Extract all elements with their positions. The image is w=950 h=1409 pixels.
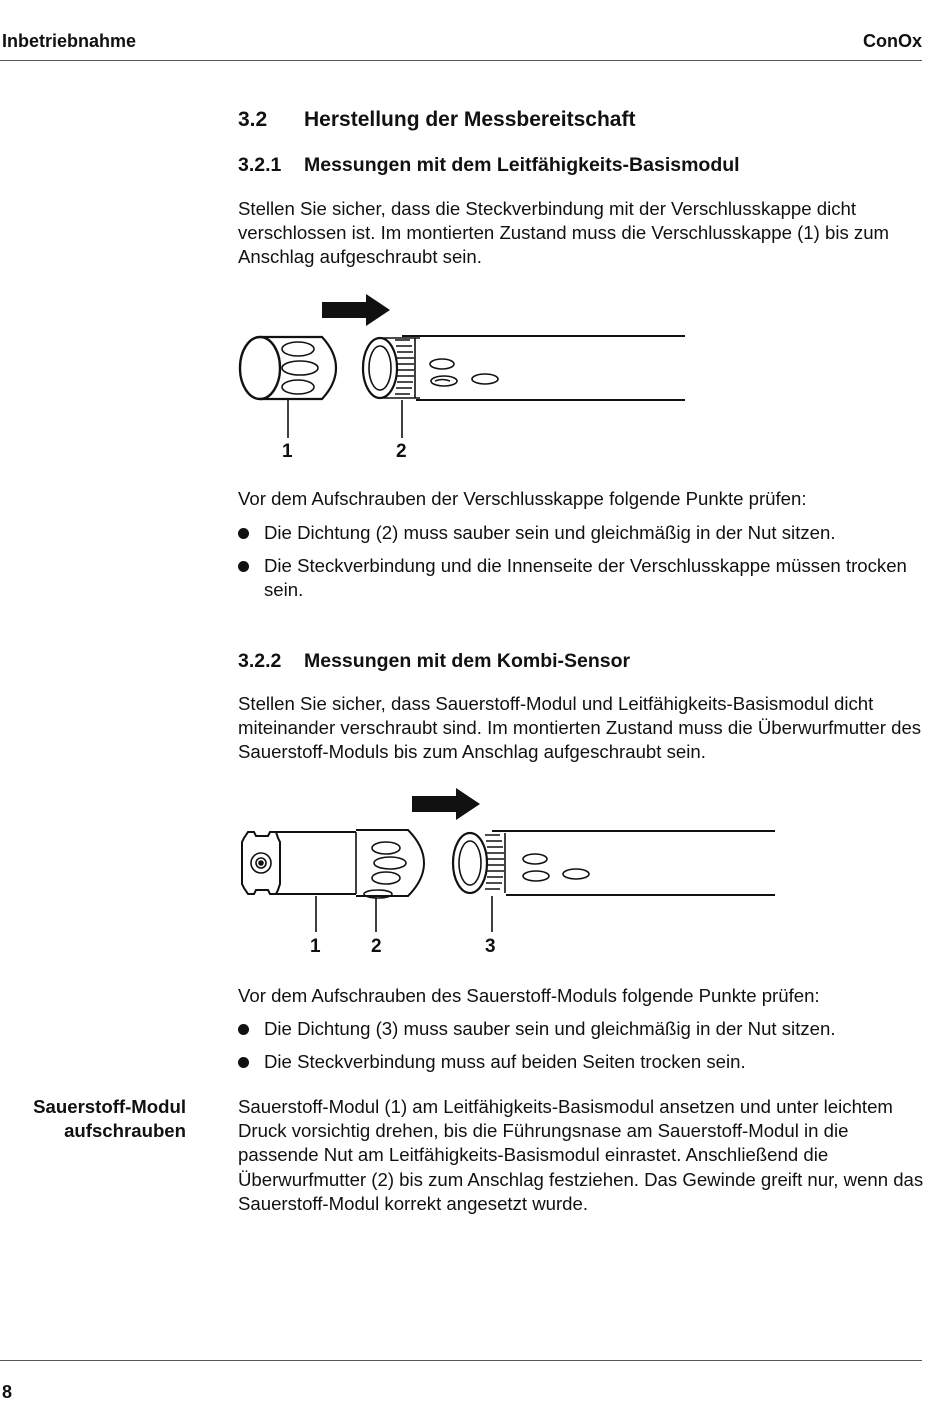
- list-item: Die Steckverbindung und die Innenseite der Verschlusskappe müssen trocken sein.: [238, 554, 928, 602]
- oxygen-module-drawing: [242, 830, 424, 898]
- running-header-chapter: Inbetriebnahme: [2, 31, 137, 51]
- page-number: 8: [2, 1382, 13, 1402]
- conductivity-module-drawing: [453, 831, 775, 895]
- subsection-title-1: Messungen mit dem Leitfähigkeits-Basismodul: [304, 154, 740, 176]
- subsection-1-check-intro: Vor dem Aufschrauben der Verschlusskappe folgende Punkte prüfen:: [238, 488, 807, 509]
- closure-cap-drawing: [240, 337, 336, 399]
- figure-1-label-2: 2: [396, 441, 407, 462]
- figure-1-label-1: 1: [282, 441, 293, 462]
- figure-cap-assembly: [230, 290, 700, 470]
- subsection-number-1: 3.2.1: [238, 154, 282, 176]
- header-rule: [0, 60, 922, 61]
- running-header-product: ConOx: [862, 31, 922, 51]
- figure-2-label-1: 1: [310, 936, 321, 957]
- figure-2-label-2: 2: [371, 936, 382, 957]
- subsection-title-2: Messungen mit dem Kombi-Sensor: [304, 650, 631, 672]
- margin-heading: Sauerstoff-Modul aufschrauben: [33, 1096, 186, 1141]
- bullet-icon: [238, 528, 249, 539]
- direction-arrow-icon: [322, 294, 390, 326]
- bullet-icon: [238, 1024, 249, 1035]
- bullet-icon: [238, 561, 249, 572]
- direction-arrow-icon: [412, 788, 480, 820]
- subsection-heading-1: [238, 153, 740, 177]
- bullet-icon: [238, 1057, 249, 1068]
- conductivity-module-drawing: [363, 336, 685, 400]
- subsection-2-checklist: [238, 1017, 928, 1083]
- footer-rule: [0, 1360, 922, 1361]
- subsection-2-intro: Stellen Sie sicher, dass Sauerstoff-Modul und Leitfähigkeits-Basismodul dicht miteinander verschraubt sind. Im montierten Zustand muss die Überwurfmutter des Sauerstoff-Moduls bis zum Anschlag aufgeschraubt sein.: [238, 693, 922, 763]
- figure-combi-sensor-assembly: [230, 780, 790, 965]
- procedure-paragraph: Sauerstoff-Modul (1) am Leitfähigkeits-Basismodul ansetzen und unter leichtem Druck vorsichtig drehen, bis die Führungsnase am Sauerstoff-Modul in die passende Nut am Leitfähigkeits-Basismodul einrastet. Anschließend die Überwurfmutter (2) bis zum Anschlag festziehen. Das Gewinde greift nur, wenn das Sauerstoff-Modul korrekt angesetzt wurde.: [238, 1096, 924, 1214]
- section-heading: [238, 107, 635, 133]
- subsection-1-intro: Stellen Sie sicher, dass die Steckverbindung mit der Verschlusskappe dicht verschlossen ist. Im montierten Zustand muss die Verschlusskappe (1) bis zum Anschlag aufgeschraubt sein.: [238, 198, 890, 268]
- subsection-2-check-intro: Vor dem Aufschrauben des Sauerstoff-Moduls folgende Punkte prüfen:: [238, 985, 820, 1006]
- subsection-1-checklist: [238, 521, 928, 612]
- list-item: Die Dichtung (2) muss sauber sein und gleichmäßig in der Nut sitzen.: [238, 521, 928, 545]
- figure-2-label-3: 3: [485, 936, 496, 957]
- section-number: 3.2: [238, 108, 268, 131]
- list-item: Die Dichtung (3) muss sauber sein und gleichmäßig in der Nut sitzen.: [238, 1017, 928, 1041]
- subsection-number-2: 3.2.2: [238, 650, 282, 672]
- list-item: Die Steckverbindung muss auf beiden Seiten trocken sein.: [238, 1050, 928, 1074]
- section-title: Herstellung der Messbereitschaft: [304, 108, 636, 131]
- subsection-heading-2: [238, 649, 630, 673]
